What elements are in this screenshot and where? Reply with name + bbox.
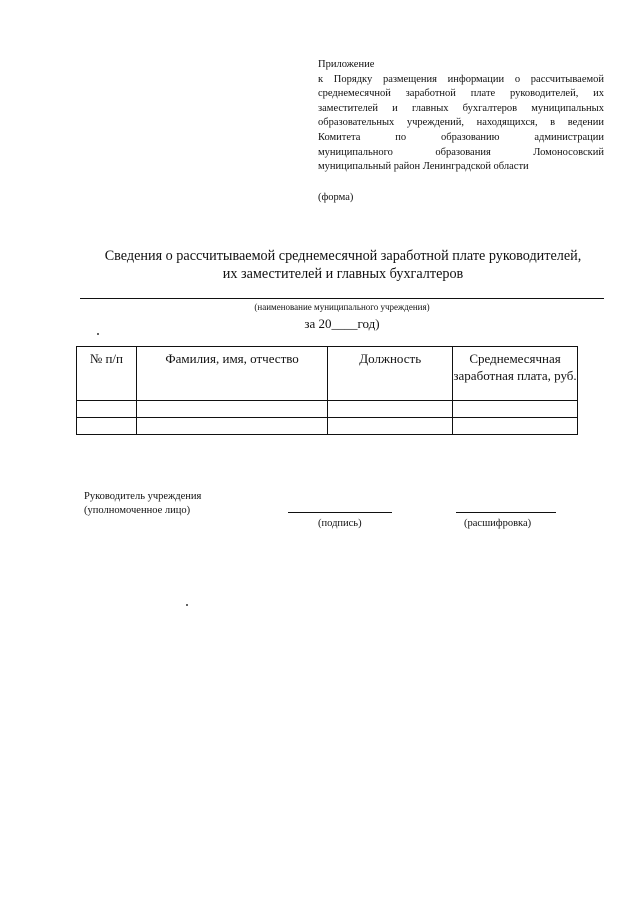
role-line: Руководитель учреждения bbox=[84, 491, 202, 502]
role-line: (уполномоченное лицо) bbox=[84, 505, 191, 516]
title-line-2: их заместителей и главных бухгалтеров bbox=[222, 266, 464, 282]
decoding-caption: (расшифровка) bbox=[464, 518, 532, 529]
institution-caption: (наименование муниципального учреждения) bbox=[254, 302, 430, 312]
table-cell bbox=[77, 418, 137, 435]
signature-caption: (подпись) bbox=[318, 518, 362, 529]
annex-line: заместителей и главных бухгалтеров муниципальных bbox=[318, 102, 604, 114]
form-label: (форма) bbox=[318, 191, 354, 203]
table-row bbox=[77, 418, 578, 435]
annex-heading: Приложение bbox=[318, 59, 375, 70]
annex-block bbox=[318, 58, 604, 205]
column-header: № п/п bbox=[77, 347, 137, 401]
annex-line: среднемесячной заработной плате руководителей, их bbox=[318, 88, 604, 100]
annex-line: образовательных учреждений, находящихся, в ведении bbox=[318, 117, 604, 129]
signature-line bbox=[288, 512, 392, 513]
institution-name-line bbox=[80, 298, 604, 299]
title-line-1: Сведения о рассчитываемой среднемесячной заработной плате руководителей, bbox=[104, 248, 582, 264]
signatory-role bbox=[84, 490, 201, 518]
table-cell bbox=[77, 401, 137, 418]
annex-line: муниципального образования Ломоносовский bbox=[318, 146, 604, 158]
decoding-line bbox=[456, 512, 556, 513]
table-cell bbox=[328, 418, 453, 435]
scan-speck bbox=[186, 604, 188, 606]
annex-line: муниципальный район Ленинградской области bbox=[318, 161, 529, 173]
column-header: Фамилия, имя, отчество bbox=[136, 347, 328, 401]
table-cell bbox=[136, 401, 328, 418]
annex-line: Комитета по образованию администрации bbox=[318, 131, 604, 143]
scan-speck bbox=[97, 333, 99, 335]
year-line: за 20____год) bbox=[304, 316, 380, 331]
table-cell bbox=[453, 401, 578, 418]
salary-table bbox=[76, 346, 578, 435]
table-cell bbox=[328, 401, 453, 418]
table-cell bbox=[136, 418, 328, 435]
document-title bbox=[60, 247, 626, 283]
column-header: Должность bbox=[328, 347, 453, 401]
table-row bbox=[77, 401, 578, 418]
table-cell bbox=[453, 418, 578, 435]
column-header: Среднемесячная заработная плата, руб. bbox=[453, 347, 578, 401]
annex-line: к Порядку размещения информации о рассчитываемой bbox=[318, 73, 604, 85]
table-header-row bbox=[77, 347, 578, 401]
